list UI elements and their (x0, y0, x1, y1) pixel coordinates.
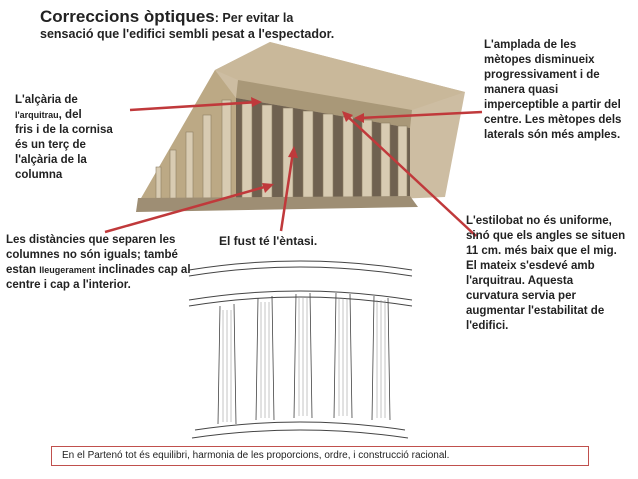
note-columnes-part2: inclinades cap al centre i cap a l'interior. (6, 264, 191, 291)
title-subtitle-b: sensació que l'edifici sembli pesat a l'espectador. (40, 27, 335, 41)
footer-note: En el Partenó tot és equilibri, harmonia de les proporcions, ordre, i construcció racional. (51, 446, 589, 466)
note-estilobat: L'estilobat no és uniforme, sinó que els angles se situen 11 cm. més baix que el mig. El mateix s'esdevé amb l'arquitrau. Aquesta curvatura servia per augmentar l'estabilitat de l'edifici. (466, 215, 626, 332)
note-alcaria-rest: fris i de la cornisa és un terç de l'alçària de la columna (15, 124, 113, 181)
note-alcaria (15, 93, 125, 183)
title-subtitle-a: : Per evitar la (214, 11, 294, 25)
note-alcaria-line1: L'alçària de (15, 94, 78, 106)
note-alcaria-line2: , del (58, 109, 82, 121)
page-title (40, 9, 370, 42)
parthenon-photo (136, 42, 465, 212)
note-entasi: El fust té l'èntasi. (219, 234, 318, 248)
note-metopes: L'amplada de les mètopes disminueix progressivament i de manera quasi imperceptible a partir del centre. Les mètopes dels laterals són més amples. (484, 39, 622, 141)
note-columnes (6, 233, 201, 293)
entasis-drawing (189, 261, 412, 438)
note-columnes-small: lleugerament (39, 265, 96, 275)
note-alcaria-small: l'arquitrau (15, 110, 59, 120)
note-columnes-part1: Les distàncies que separen les columnes no són iguals; també estan (6, 234, 178, 276)
title-heading: Correccions òptiques (40, 7, 215, 26)
